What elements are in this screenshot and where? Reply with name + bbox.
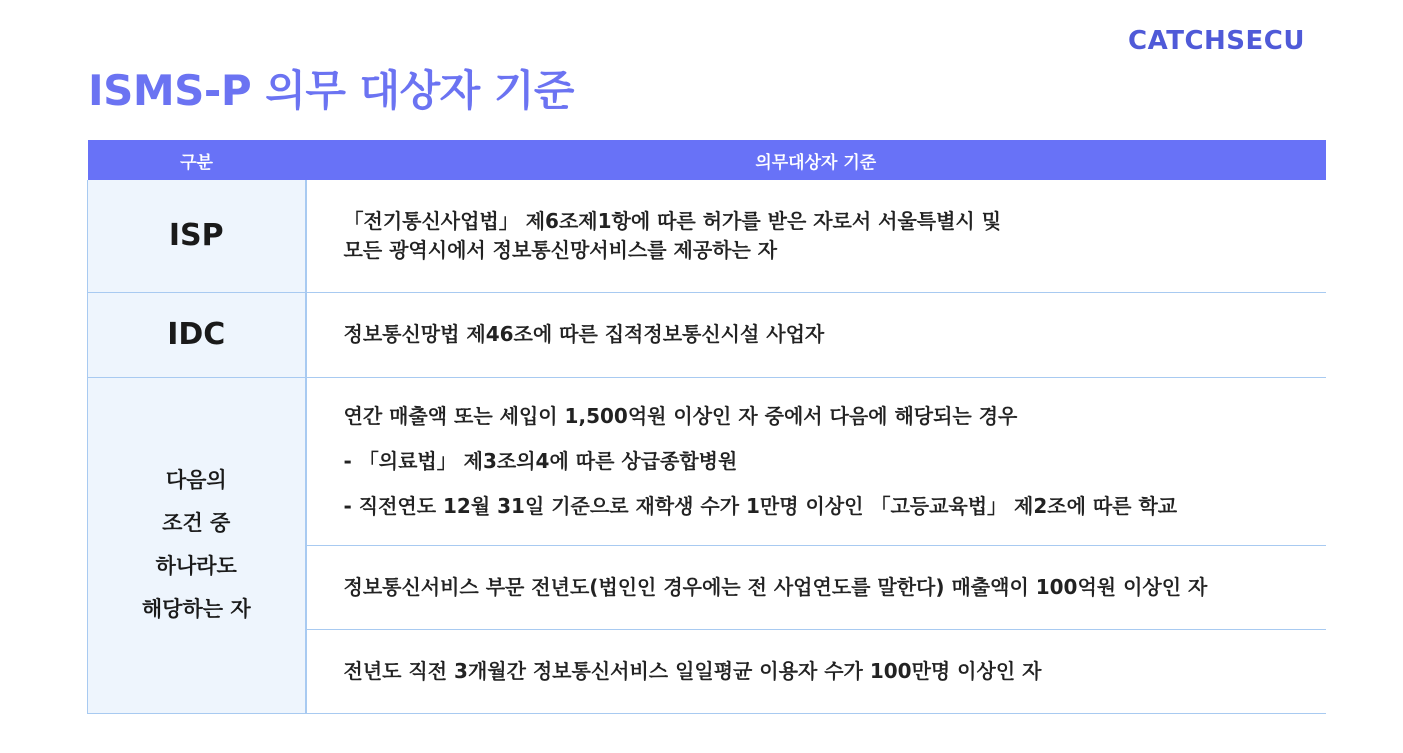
idc-criteria-text: 정보통신망법 제46조에 따른 집적정보통신시설 사업자 xyxy=(343,322,825,346)
table-row-other-1 xyxy=(88,377,1327,545)
revenue-criteria-line: - 직전연도 12월 31일 기준으로 재학생 수가 1만명 이상인 「고등교육법」 제2조에 따른 학교 xyxy=(343,493,1178,518)
page-title: ISMS-P 의무 대상자 기준 xyxy=(88,66,575,115)
criteria-cell-revenue xyxy=(306,377,1327,545)
category-label-line: 조건 중 xyxy=(162,511,231,535)
brand-logo: CATCHSECU xyxy=(1128,26,1305,56)
criteria-table xyxy=(87,140,1326,714)
ict-revenue-criteria-text: 정보통신서비스 부문 전년도(법인인 경우에는 전 사업연도를 말한다) 매출액이 100억원 이상인 자 xyxy=(343,574,1208,599)
category-label-line: 다음의 xyxy=(165,468,227,492)
table-header-row xyxy=(88,140,1327,180)
category-cell-other xyxy=(88,377,306,713)
users-criteria-text: 전년도 직전 3개월간 정보통신서비스 일일평균 이용자 수가 100만명 이상인 자 xyxy=(343,658,1042,683)
category-cell-idc xyxy=(88,292,306,377)
revenue-criteria-line: 연간 매출액 또는 세입이 1,500억원 이상인 자 중에서 다음에 해당되는 경우 xyxy=(343,403,1018,428)
category-label-isp: ISP xyxy=(168,218,224,254)
isp-criteria-line: 「전기통신사업법」 제6조제1항에 따른 허가를 받은 자로서 서울특별시 및 xyxy=(343,208,1002,233)
table-row-idc xyxy=(88,292,1327,377)
category-cell-isp xyxy=(88,180,306,292)
header-category: 구분 xyxy=(88,140,306,180)
category-label-line: 하나라도 xyxy=(155,554,237,578)
criteria-cell-users xyxy=(306,629,1327,713)
header-criteria: 의무대상자 기준 xyxy=(306,140,1327,180)
criteria-cell-ict-revenue xyxy=(306,545,1327,629)
revenue-criteria-line: - 「의료법」 제3조의4에 따른 상급종합병원 xyxy=(343,448,738,473)
table-row-isp xyxy=(88,180,1327,292)
criteria-cell-idc xyxy=(306,292,1327,377)
isp-criteria-line: 모든 광역시에서 정보통신망서비스를 제공하는 자 xyxy=(343,237,778,262)
category-label-line: 해당하는 자 xyxy=(141,597,251,621)
criteria-cell-isp xyxy=(306,180,1327,292)
category-label-idc: IDC xyxy=(167,317,226,352)
